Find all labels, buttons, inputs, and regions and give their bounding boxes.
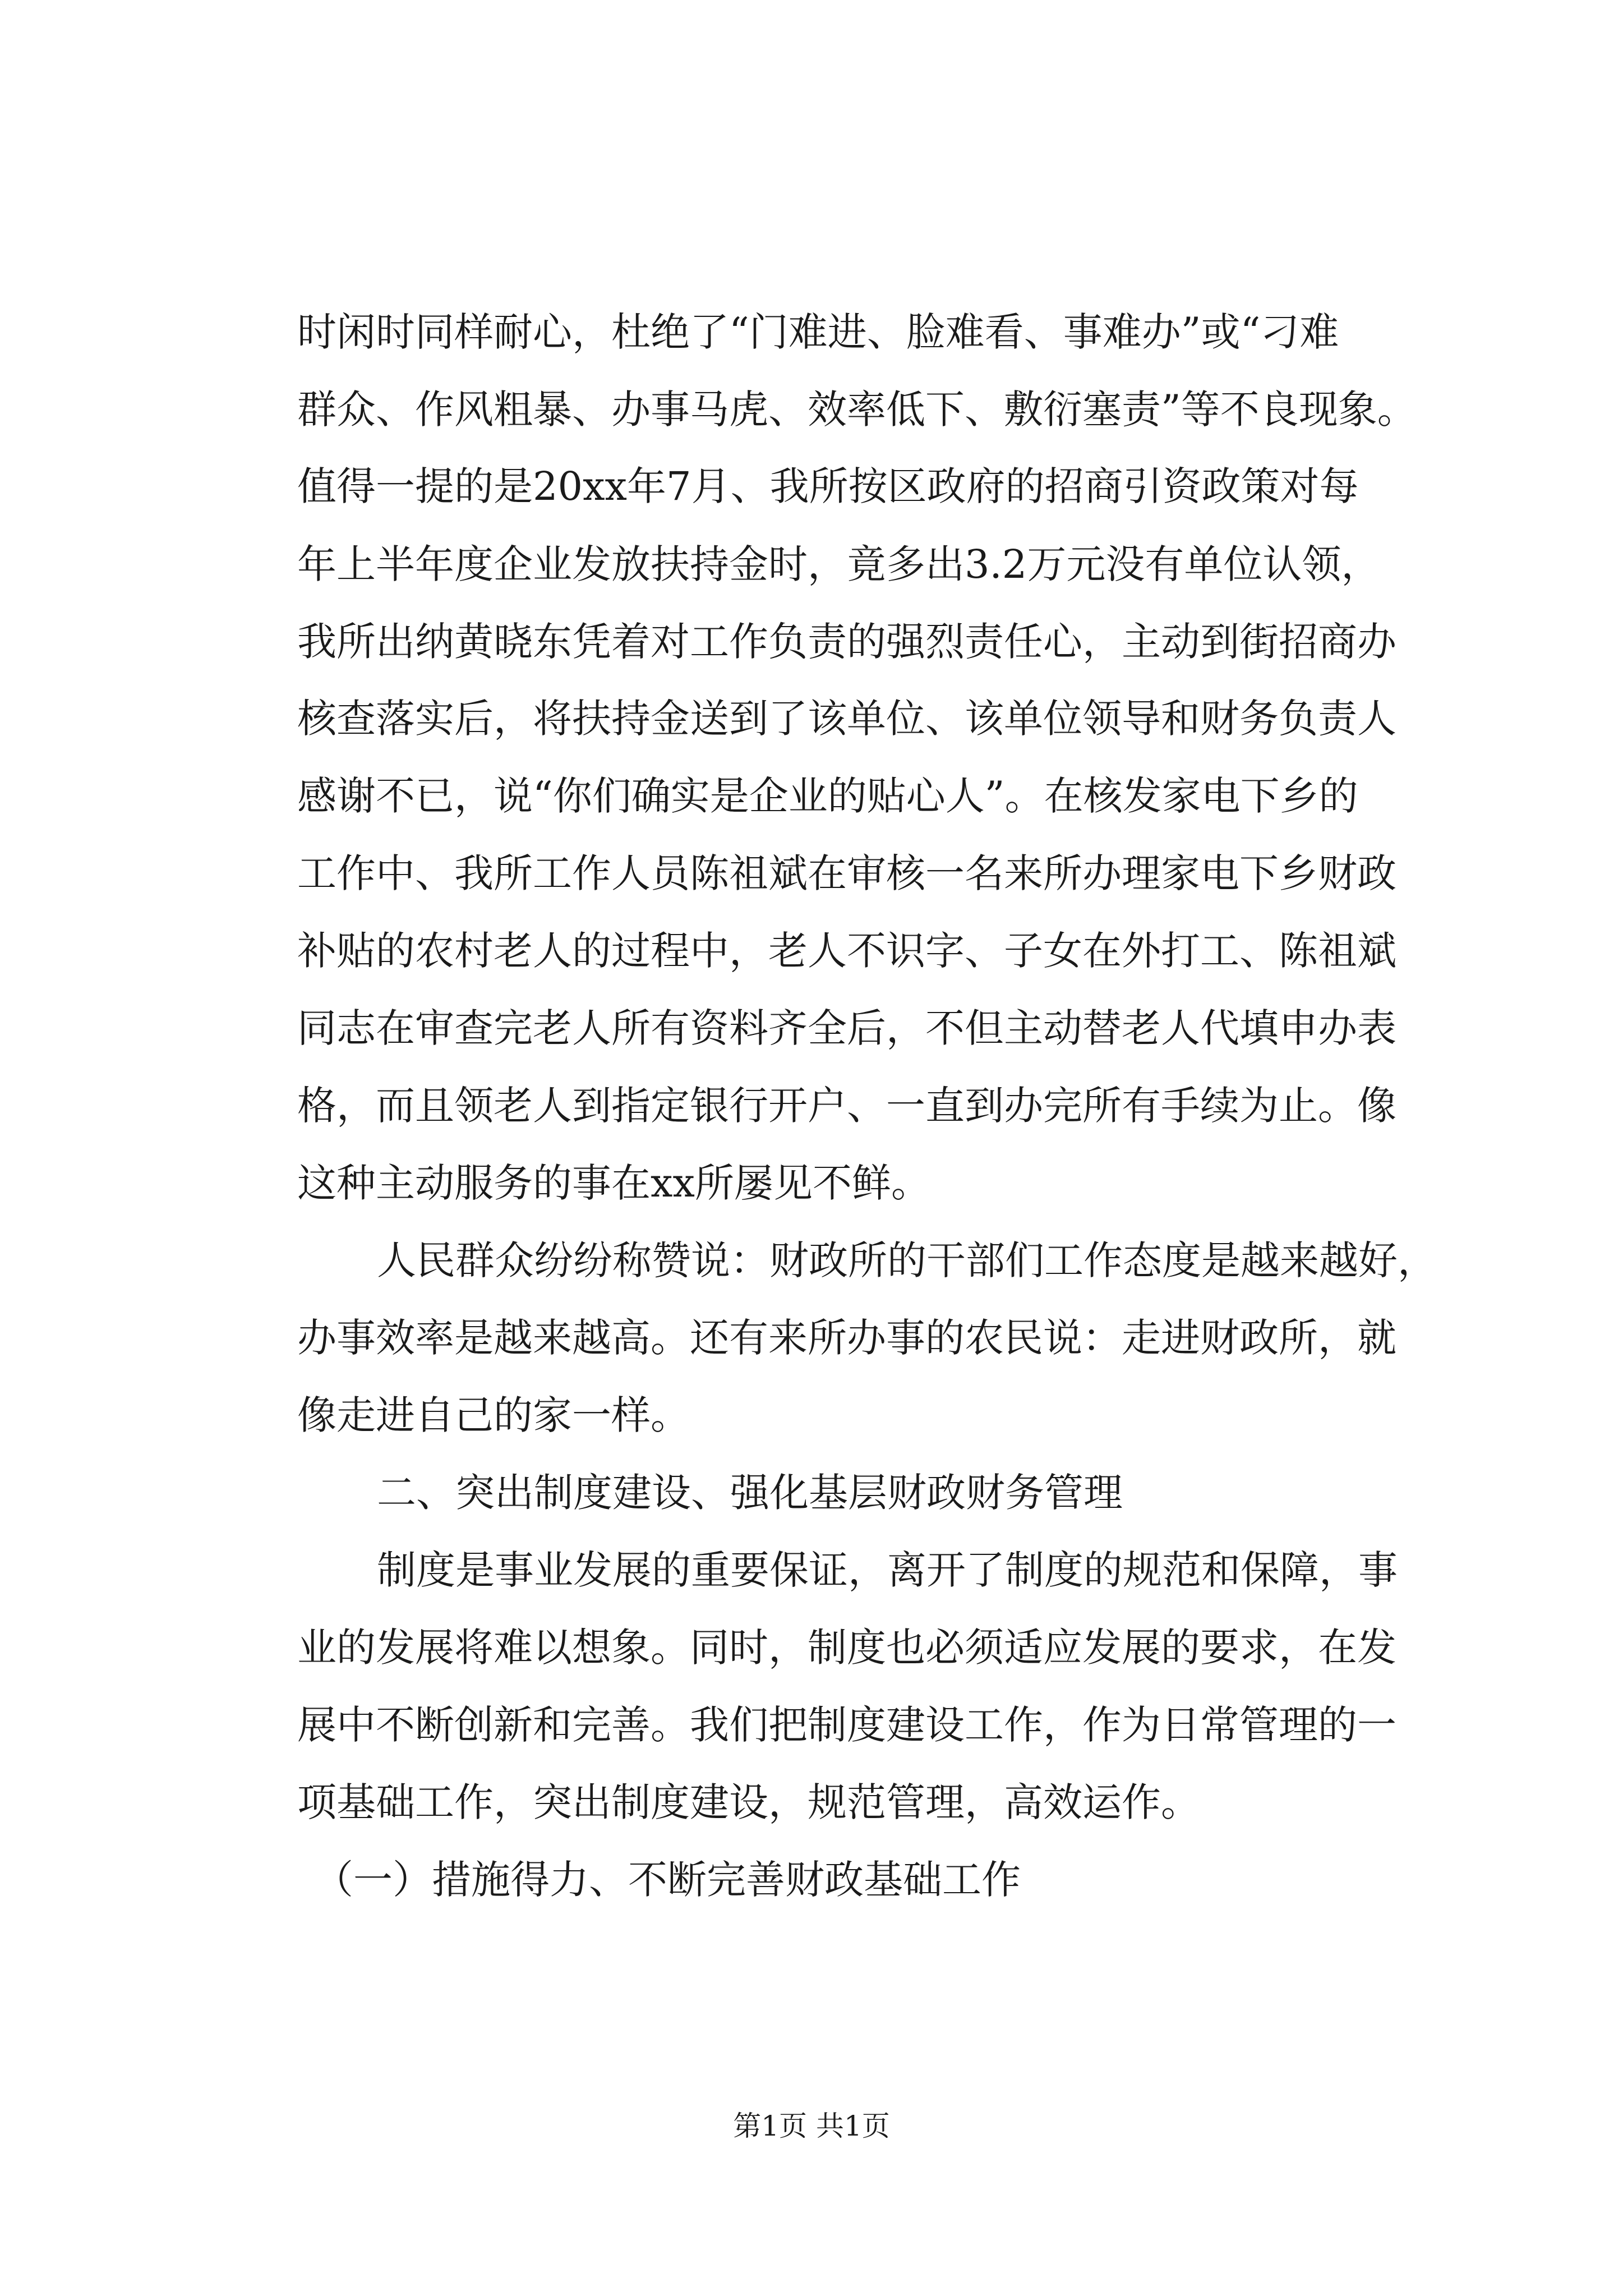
body-line: 年上半年度企业发放扶持金时，竟多出3.2万元没有单位认领， bbox=[297, 541, 1381, 587]
section-heading: 二、突出制度建设、强化基层财政财务管理 bbox=[377, 1470, 1123, 1516]
body-line: 业的发展将难以想象。同时，制度也必须适应发展的要求，在发 bbox=[297, 1625, 1396, 1671]
body-line: 同志在审查完老人所有资料齐全后，不但主动替老人代填申办表 bbox=[297, 1005, 1396, 1051]
body-line: 时闲时同样耐心，杜绝了“门难进、脸难看、事难办”或“刁难 bbox=[297, 309, 1339, 355]
subsection-heading: （一）措施得力、不断完善财政基础工作 bbox=[314, 1857, 1021, 1903]
body-line: 我所出纳黄晓东凭着对工作负责的强烈责任心，主动到街招商办 bbox=[297, 619, 1396, 665]
body-line: 格，而且领老人到指定银行开户、一直到办完所有手续为止。像 bbox=[297, 1083, 1396, 1129]
body-line: 办事效率是越来越高。还有来所办事的农民说：走进财政所，就 bbox=[297, 1315, 1396, 1361]
paragraph-first-line: 制度是事业发展的重要保证，离开了制度的规范和保障，事 bbox=[377, 1547, 1398, 1593]
body-line: 这种主动服务的事在xx所屡见不鲜。 bbox=[297, 1160, 930, 1206]
page-number-footer: 第1页 共1页 bbox=[733, 2110, 890, 2142]
body-line: 感谢不已，说“你们确实是企业的贴心人”。在核发家电下乡的 bbox=[297, 773, 1358, 819]
body-line: 群众、作风粗暴、办事马虎、效率低下、敷衍塞责”等不良现象。 bbox=[297, 386, 1417, 432]
body-line: 项基础工作，突出制度建设，规范管理，高效运作。 bbox=[297, 1779, 1200, 1825]
body-line: 补贴的农村老人的过程中，老人不识字、子女在外打工、陈祖斌 bbox=[297, 928, 1396, 974]
body-line: 工作中、我所工作人员陈祖斌在审核一名来所办理家电下乡财政 bbox=[297, 850, 1396, 896]
body-line: 像走进自己的家一样。 bbox=[297, 1392, 690, 1438]
body-line: 值得一提的是20xx年7月、我所按区政府的招商引资政策对每 bbox=[297, 463, 1359, 509]
body-line: 核查落实后，将扶持金送到了该单位、该单位领导和财务负责人 bbox=[297, 696, 1396, 742]
body-line: 展中不断创新和完善。我们把制度建设工作，作为日常管理的一 bbox=[297, 1702, 1396, 1748]
paragraph-first-line: 人民群众纷纷称赞说：财政所的干部们工作态度是越来越好， bbox=[377, 1237, 1437, 1283]
